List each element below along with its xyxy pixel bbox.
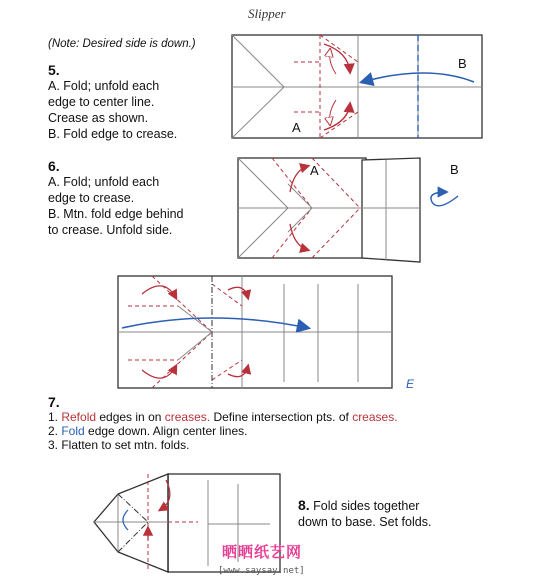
step6-line-2: edge to crease. (48, 191, 135, 205)
step6-line-4: to crease. Unfold side. (48, 223, 173, 237)
step6-number: 6. (48, 158, 60, 174)
step7-line-2 (48, 424, 398, 438)
step6-label-a: A (310, 163, 319, 178)
step7-line1-mid2: Define intersection pts. of (210, 410, 353, 424)
step8-diagram (88, 470, 288, 580)
watermark-text: 晒晒纸艺网 (222, 543, 303, 561)
step6-instructions (48, 158, 184, 238)
step6-label-b: B (450, 162, 459, 177)
step6-line-1: A. Fold; unfold each (48, 175, 160, 189)
step5-label-b: B (458, 56, 467, 71)
step8-point (94, 474, 168, 572)
step5-line-3: Crease as shown. (48, 111, 149, 125)
step5-line-1: A. Fold; unfold each (48, 79, 160, 93)
step5-diagram (228, 32, 488, 144)
step5-instructions (48, 62, 177, 142)
step7-line-1 (48, 410, 398, 424)
step7-line2-rest: edge down. Align center lines. (84, 424, 248, 438)
step7-line1-mid: edges in on (96, 410, 165, 424)
step7-instructions (48, 394, 398, 452)
step7-number: 7. (48, 394, 60, 410)
step6-line-3: B. Mtn. fold edge behind (48, 207, 184, 221)
step7-fold-word: Fold (61, 424, 85, 438)
step7-creases-word-1: creases. (164, 410, 211, 424)
step5-line-2: edge to center line. (48, 95, 155, 109)
step8-instructions (298, 497, 431, 530)
step6-diagram (232, 152, 482, 270)
step7-line1-prefix: 1. (48, 410, 62, 424)
step7-line2-prefix: 2. (48, 424, 62, 438)
step8-number: 8. (298, 497, 310, 513)
step-e-diagram (112, 270, 418, 394)
step8-line-1 (298, 497, 431, 514)
diagram-title: Slipper (248, 6, 286, 21)
step5-line-4: B. Fold edge to crease. (48, 127, 178, 141)
step8-line-2: down to base. Set folds. (298, 515, 432, 529)
step5-number: 5. (48, 62, 60, 78)
note-text: (Note: Desired side is down.) (48, 38, 196, 50)
step7-creases-word-2: creases. (352, 410, 398, 424)
step7-line-3: 3. Flatten to set mtn. folds. (48, 438, 190, 452)
step6-flap (362, 158, 420, 262)
step7-refold-word: Refold (61, 410, 97, 424)
step8-line1-text: Fold sides together (309, 499, 420, 513)
watermark-url: [www.saysay.net] (218, 566, 305, 576)
step5-label-a: A (292, 120, 301, 135)
step-e-label: E (406, 377, 415, 391)
